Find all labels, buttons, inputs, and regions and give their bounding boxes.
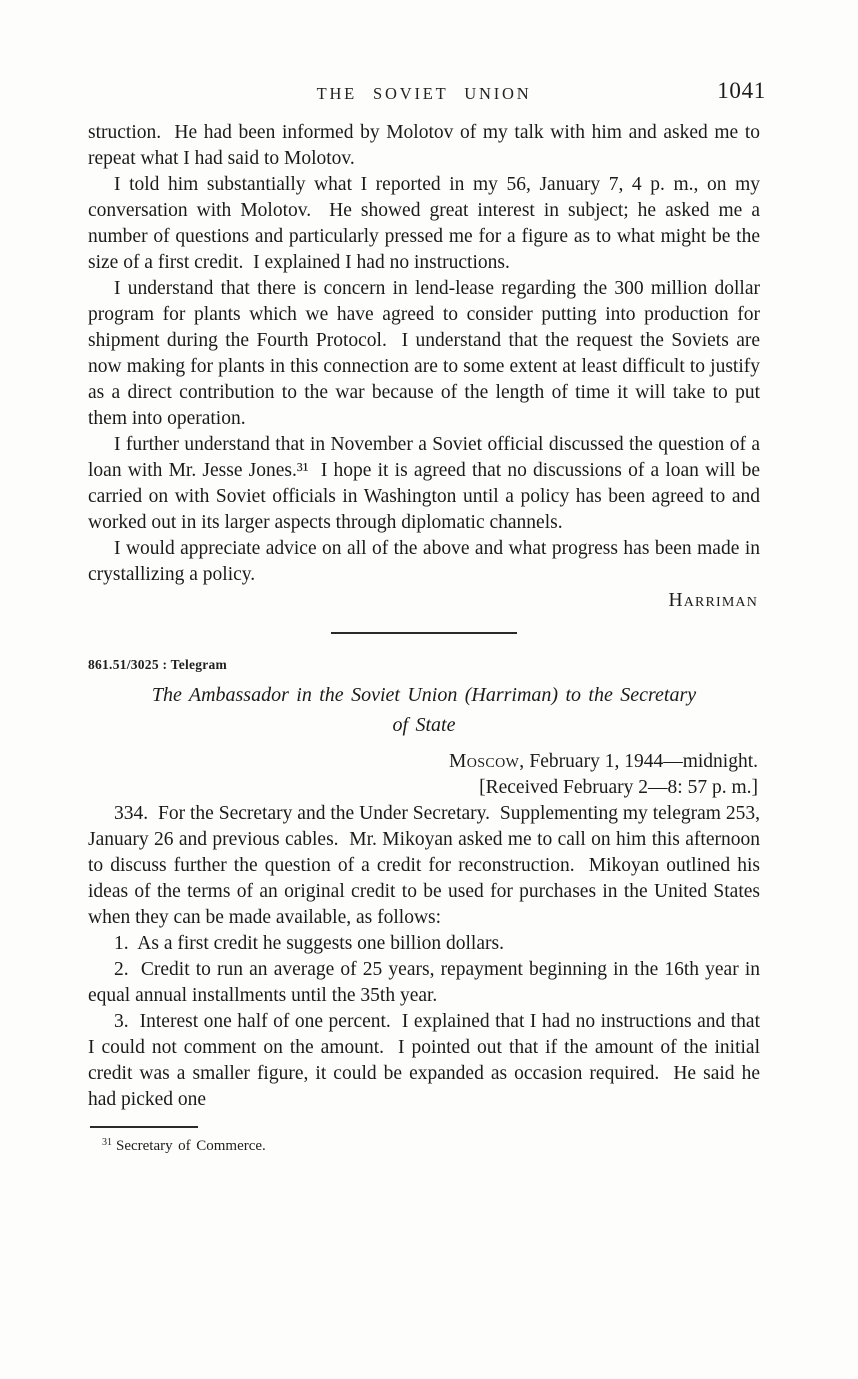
first-document-body (88, 120, 765, 614)
document-heading-line2: of State (392, 714, 456, 736)
dateline-place: Moscow, (449, 751, 525, 772)
dateline (88, 749, 760, 775)
page-number: 1041 (717, 78, 766, 103)
received-line: [Received February 2—8: 57 p. m.] (479, 777, 758, 798)
archival-citation: 861.51/3025 : Telegram (88, 657, 228, 672)
document-divider-rule (331, 632, 517, 634)
footnote (88, 1137, 760, 1156)
document-heading (88, 680, 760, 740)
footnote-separator-rule (90, 1126, 198, 1128)
page-header (88, 78, 766, 112)
paragraph: I further understand that in November a Soviet official discussed the question of a loan with Mr. Jesse Jones.³¹ I hope it is agreed that no discussions of a loan will be carried on with Soviet officials in Washington until a policy has been agreed to and worked out in its larger aspects through diplomatic channels. (88, 434, 765, 533)
running-head-title: THE SOVIET UNION (316, 84, 532, 103)
second-document-body (88, 656, 765, 1113)
document-heading-line1: The Ambassador in the Soviet Union (Harriman) to the Secretary (151, 684, 697, 706)
paragraph: 334. For the Secretary and the Under Secretary. Supplementing my telegram 253, January 26 and previous cables. Mr. Mikoyan asked me to call on him this afternoon to discuss further the question of a credit for reconstruction. Mikoyan outlined his ideas of the terms of an original credit to be used for purchases in the United States when they can be made available, as follows: (88, 803, 765, 928)
numbered-item-1: 1. As a first credit he suggests one billion dollars. (114, 933, 504, 954)
paragraph: struction. He had been informed by Molotov of my talk with him and asked me to repeat what I had said to Molotov. (88, 122, 765, 169)
dateline-date: February 1, 1944—midnight. (529, 751, 758, 772)
footnote-marker: 31 (102, 1137, 112, 1148)
paragraph: I understand that there is concern in lend-lease regarding the 300 million dollar program for plants which we have agreed to consider putting into production for shipment during the Fourth Protocol. I understand that the request the Soviets are now making for plants in this connection are to some extent at least difficult to justify as a direct contribution to the war because of the length of time it will take to put them into operation. (88, 278, 765, 429)
paragraph: I would appreciate advice on all of the above and what progress has been made in crystallizing a policy. (88, 538, 765, 585)
text-column (88, 78, 766, 1156)
numbered-item-3: 3. Interest one half of one percent. I explained that I had no instructions and that I could not comment on the amount. I pointed out that if the amount of the initial credit was a smaller figure, it could be expanded as occasion required. He said he had picked one (88, 1011, 765, 1110)
signature-harriman: Harriman (668, 590, 758, 611)
paragraph: I told him substantially what I reported in my 56, January 7, 4 p. m., on my conversation with Molotov. He showed great interest in subject; he asked me a number of questions and particularly pressed me for a figure as to what might be the size of a first credit. I explained I had no instructions. (88, 174, 765, 273)
footnote-text: Secretary of Commerce. (116, 1138, 266, 1154)
numbered-item-2: 2. Credit to run an average of 25 years, repayment beginning in the 16th year in equal annual installments until the 35th year. (88, 959, 765, 1006)
